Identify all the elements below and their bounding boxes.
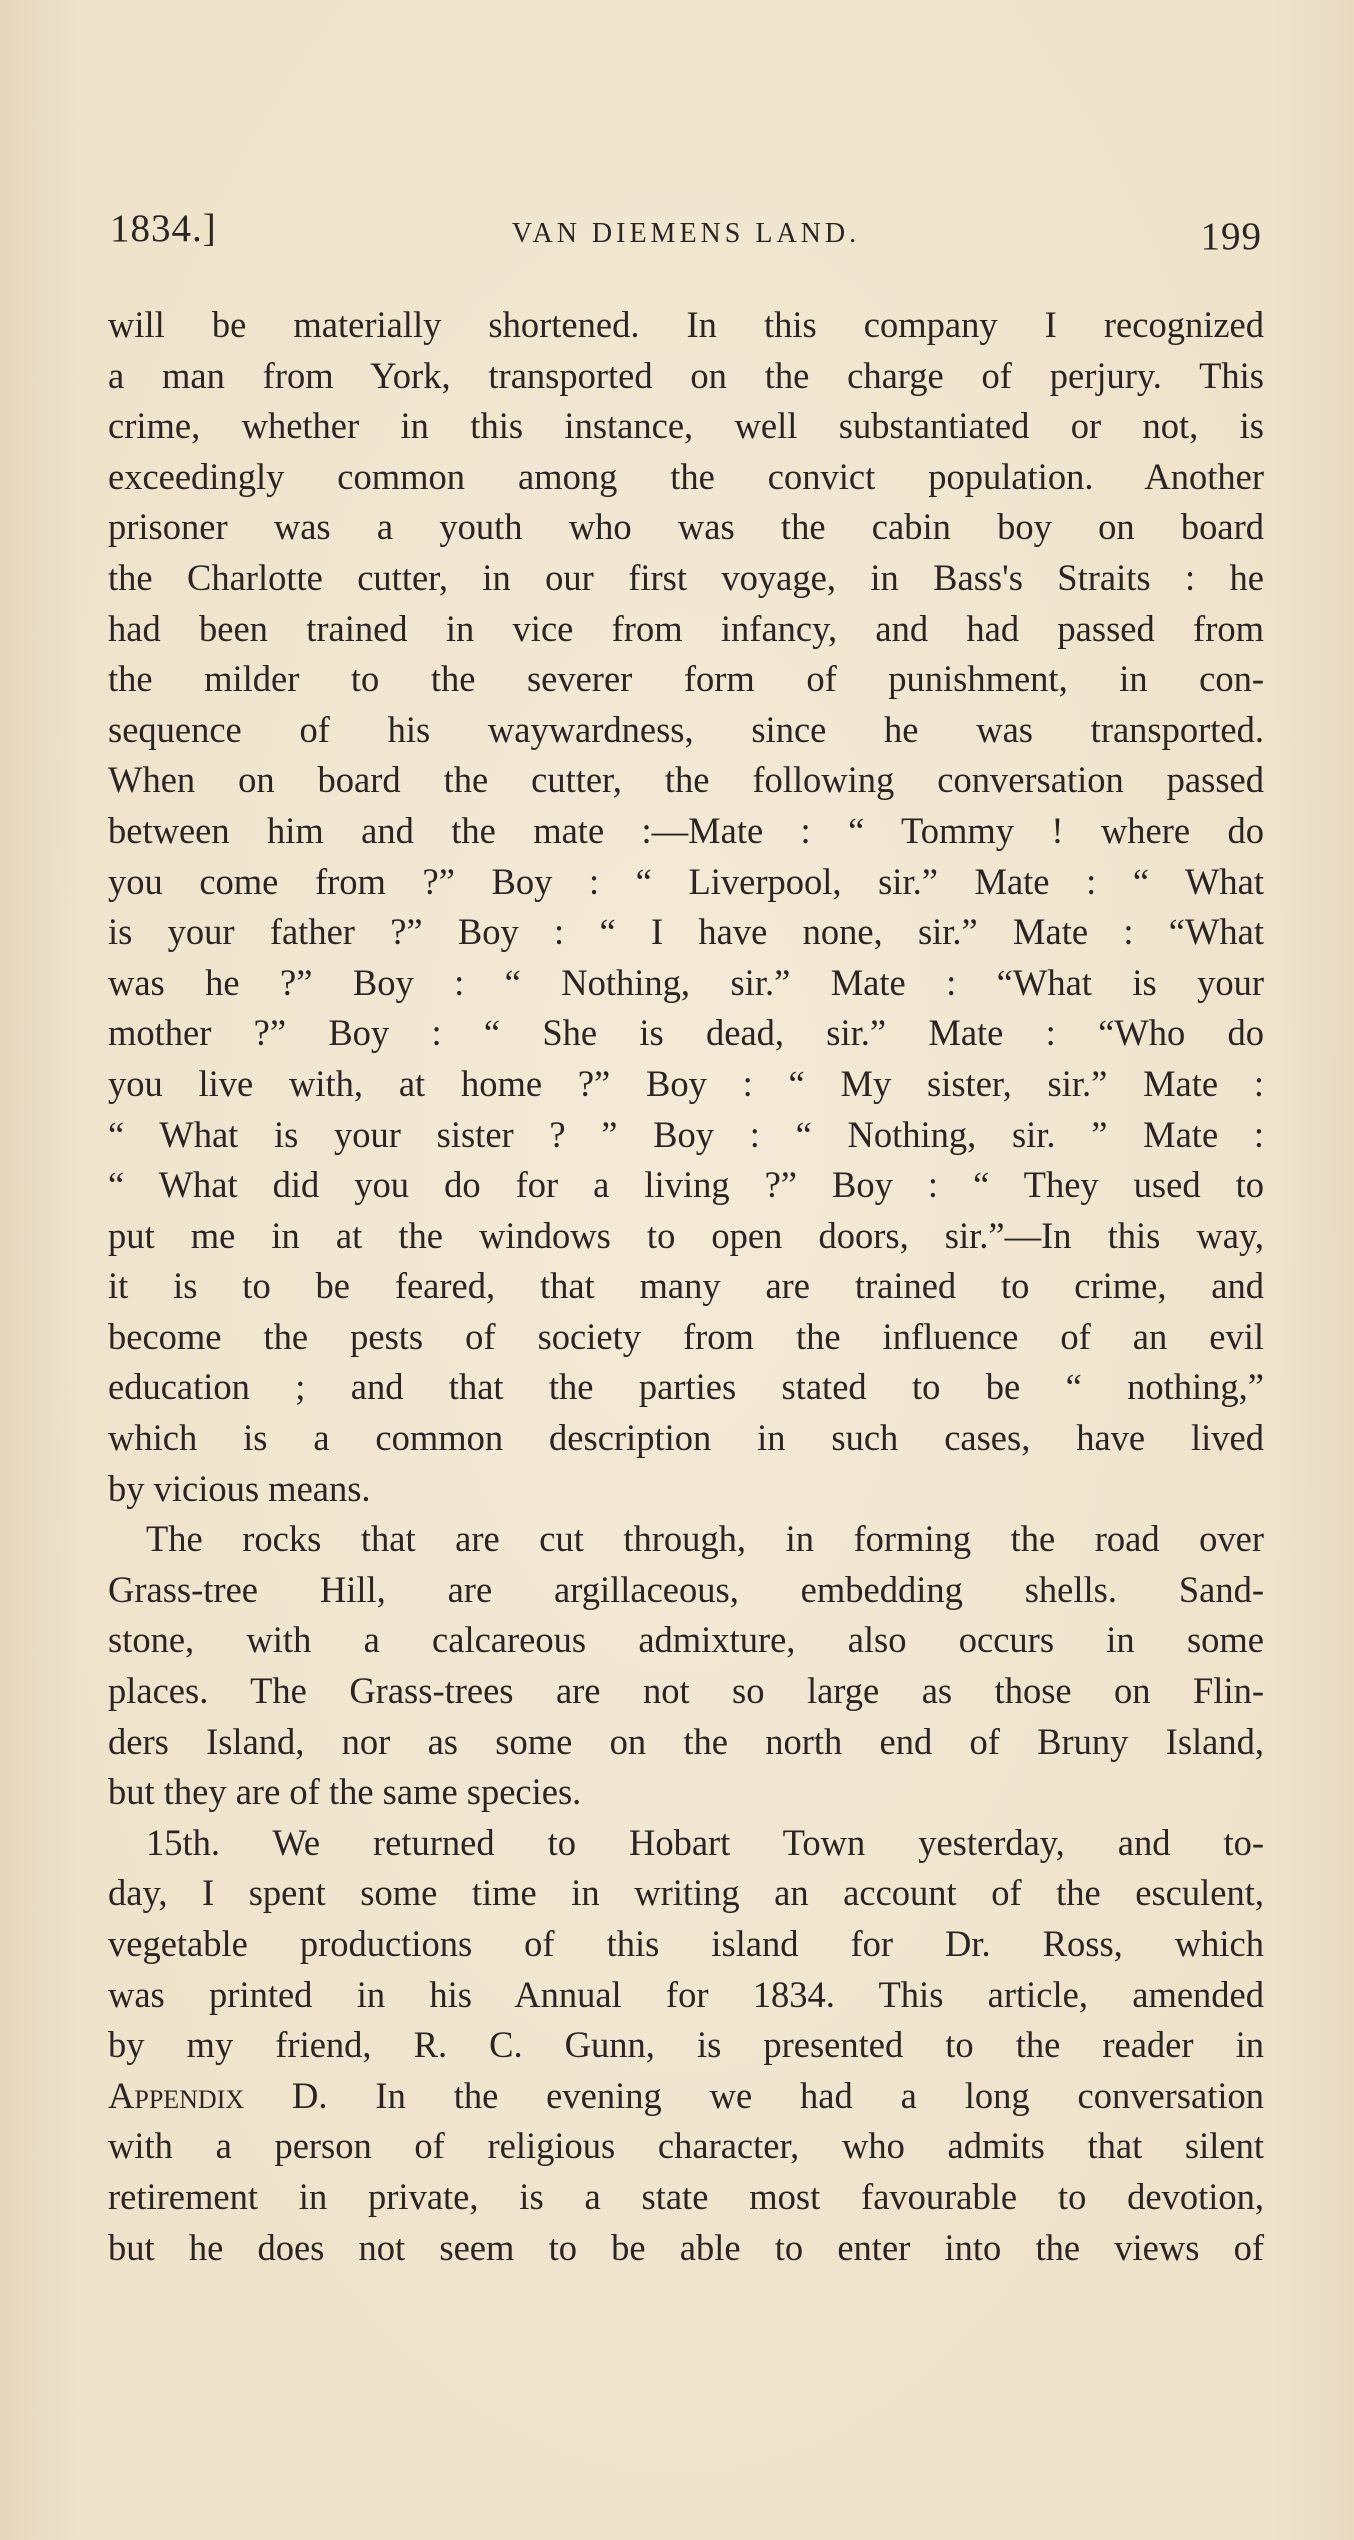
running-head xyxy=(110,206,1262,266)
text-line: education ; and that the parties stated to be “ nothing,” xyxy=(108,1366,1264,1408)
text-line: between him and the mate :—Mate : “ Tommy ! where do xyxy=(108,809,1264,851)
text-line: but they are of the same species. xyxy=(108,1771,582,1813)
text-line: will be materially shortened. In this company I recognized xyxy=(108,304,1264,345)
appendix-reference: Appendix xyxy=(108,2074,245,2116)
text-line: “ What is your sister ? ” Boy : “ Nothing, sir. ” Mate : xyxy=(108,1113,1264,1155)
text-line: the milder to the severer form of punishment, in con- xyxy=(108,658,1264,700)
text-line: prisoner was a youth who was the cabin boy on board xyxy=(108,506,1264,548)
text-line: had been trained in vice from infancy, and had passed from xyxy=(108,607,1264,649)
text-line: vegetable productions of this island for Dr. Ross, which xyxy=(108,1923,1264,1964)
text-line: which is a common description in such cases, have lived xyxy=(108,1417,1264,1459)
text-line: Appendix D. In the evening we had a long conversation xyxy=(108,2074,1264,2116)
text-line: ders Island, nor as some on the north end of Bruny Island, xyxy=(108,1720,1264,1762)
text-line: it is to be feared, that many are trained to crime, and xyxy=(108,1265,1264,1307)
text-line: crime, whether in this instance, well substantiated or not, is xyxy=(108,405,1264,447)
text-line: was printed in his Annual for 1834. This article, amended xyxy=(108,1973,1264,2015)
text-line: is your father ?” Boy : “ I have none, sir.” Mate : “What xyxy=(108,911,1264,953)
running-head-year: 1834.] xyxy=(110,207,217,250)
text-line: stone, with a calcareous admixture, also occurs in some xyxy=(108,1619,1264,1661)
text-line: places. The Grass-trees are not so large as those on Flin- xyxy=(108,1670,1264,1712)
page-number: 199 xyxy=(1200,215,1262,258)
text-line: by vicious means. xyxy=(108,1467,371,1509)
text-line: retirement in private, is a state most favourable to devotion, xyxy=(108,2175,1264,2217)
text-line: was he ?” Boy : “ Nothing, sir.” Mate : “What is your xyxy=(108,961,1264,1003)
text-line: but he does not seem to be able to enter into the views of xyxy=(108,2226,1264,2268)
running-head-title: VAN DIEMENS LAND. xyxy=(511,218,861,249)
text-line: the Charlotte cutter, in our first voyage, in Bass's Straits : he xyxy=(108,556,1264,598)
text-line: by my friend, R. C. Gunn, is presented to the reader in xyxy=(108,2024,1264,2066)
body-text xyxy=(108,300,1264,2273)
text-line: The rocks that are cut through, in forming the road over xyxy=(146,1518,1264,1560)
text-line: day, I spent some time in writing an account of the esculent, xyxy=(108,1872,1264,1914)
text-line: 15th. We returned to Hobart Town yesterday, and to- xyxy=(146,1821,1264,1863)
text-line: When on board the cutter, the following conversation passed xyxy=(108,759,1264,801)
text-line: sequence of his waywardness, since he was transported. xyxy=(108,708,1264,750)
text-line: become the pests of society from the influence of an evil xyxy=(108,1315,1264,1357)
text-line: “ What did you do for a living ?” Boy : “ They used to xyxy=(108,1164,1264,1206)
text-line: a man from York, transported on the charge of perjury. This xyxy=(108,354,1264,396)
text-line: Grass-tree Hill, are argillaceous, embedding shells. Sand- xyxy=(108,1568,1264,1610)
text-line: mother ?” Boy : “ She is dead, sir.” Mate : “Who do xyxy=(108,1012,1264,1054)
text-line: with a person of religious character, who admits that silent xyxy=(108,2125,1264,2167)
text-line: put me in at the windows to open doors, sir.”—In this way, xyxy=(108,1214,1264,1256)
text-line: you live with, at home ?” Boy : “ My sister, sir.” Mate : xyxy=(108,1062,1264,1104)
text-line: you come from ?” Boy : “ Liverpool, sir.” Mate : “ What xyxy=(108,860,1264,902)
text-line: exceedingly common among the convict population. Another xyxy=(108,455,1264,497)
